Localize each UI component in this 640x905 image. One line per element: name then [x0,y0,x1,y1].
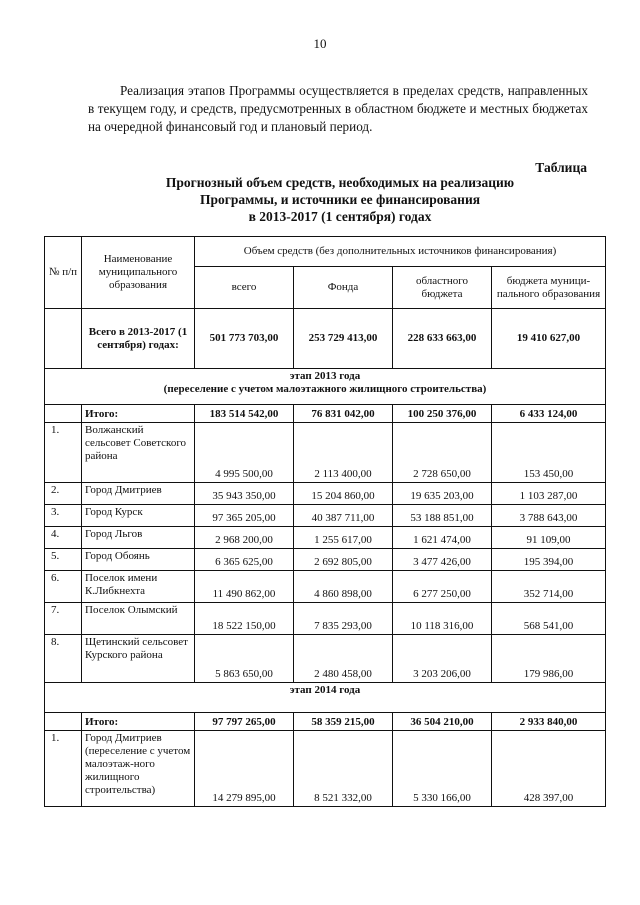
stage-total-label: Итого: [82,713,195,731]
row-number: 7. [45,603,82,635]
row-number: 8. [45,635,82,683]
intro-paragraph: Реализация этапов Программы осуществляется в пределах средств, направленных в текущем году, и средств, предусмотренных в областном бюджете и местных бюджетах на очередной финансовый год и плановый период. [88,83,588,134]
stage-total-all: 97 797 265,00 [195,713,294,731]
row-number: 1. [45,731,82,807]
stage-total-row [45,713,606,731]
grand-total-row [45,309,606,369]
stage-total-row [45,405,606,423]
stage-total-fund: 76 831 042,00 [294,405,393,423]
header-total: всего [195,267,294,309]
table-row [45,505,606,527]
row-munic: 3 788 643,00 [492,505,606,527]
row-total: 14 279 895,00 [195,731,294,807]
row-munic: 352 714,00 [492,571,606,603]
stage-header-row [45,683,606,713]
stage-total-munic: 2 933 840,00 [492,713,606,731]
row-fund: 2 480 458,00 [294,635,393,683]
row-name: Город Дмитриев [82,483,195,505]
grand-total-all: 501 773 703,00 [195,309,294,369]
page-number: 10 [313,36,327,51]
row-name: Город Курск [82,505,195,527]
title-line-2: Программы, и источники ее финансирования [199,192,481,207]
title-line-3: в 2013-2017 (1 сентября) годах [248,209,432,224]
funding-table [44,236,606,807]
row-number: 6. [45,571,82,603]
row-fund: 8 521 332,00 [294,731,393,807]
row-munic: 1 103 287,00 [492,483,606,505]
header-num: № п/п [45,237,82,309]
row-total: 5 863 650,00 [195,635,294,683]
stage-subtitle: (переселение с учетом малоэтажного жилищного строительства) [163,383,487,395]
row-region: 3 477 426,00 [393,549,492,571]
row-name: Волжанский сельсовет Советского района [82,423,195,483]
row-number: 3. [45,505,82,527]
stage-title-text: этап 2013 года [289,370,361,382]
row-fund: 7 835 293,00 [294,603,393,635]
grand-total-munic: 19 410 627,00 [492,309,606,369]
row-fund: 2 113 400,00 [294,423,393,483]
row-munic: 91 109,00 [492,527,606,549]
row-fund: 15 204 860,00 [294,483,393,505]
row-fund: 4 860 898,00 [294,571,393,603]
header-name: Наименование муниципального образования [82,237,195,309]
stage-total-all: 183 514 542,00 [195,405,294,423]
table-row [45,635,606,683]
row-munic: 568 541,00 [492,603,606,635]
row-munic: 153 450,00 [492,423,606,483]
stage-title [45,369,606,405]
row-fund: 40 387 711,00 [294,505,393,527]
header-munic: бюджета муници-пального образования [492,267,606,309]
row-name: Город Обоянь [82,549,195,571]
stage-total-label: Итого: [82,405,195,423]
header-fund: Фонда [294,267,393,309]
row-name: Город Дмитриев (переселение с учетом малоэтаж-ного жилищного строительства) [82,731,195,807]
row-region: 19 635 203,00 [393,483,492,505]
stage-title-text: этап 2014 года [289,684,361,696]
row-region: 10 118 316,00 [393,603,492,635]
row-number: 1. [45,423,82,483]
row-name: Поселок имени К.Либкнехта [82,571,195,603]
table-row [45,731,606,807]
table-title [100,174,580,225]
stage-total-fund: 58 359 215,00 [294,713,393,731]
row-total: 6 365 625,00 [195,549,294,571]
stage-header-row [45,369,606,405]
grand-total-region: 228 633 663,00 [393,309,492,369]
table-label: Таблица [535,160,587,175]
row-region: 3 203 206,00 [393,635,492,683]
row-number: 4. [45,527,82,549]
header-region: областного бюджета [393,267,492,309]
row-fund: 1 255 617,00 [294,527,393,549]
table-row [45,423,606,483]
header-group: Объем средств (без дополнительных источников финансирования) [195,237,606,267]
title-line-1: Прогнозный объем средств, необходимых на реализацию [165,175,515,190]
stage-title [45,683,606,713]
row-name: Поселок Олымский [82,603,195,635]
row-name: Щетинский сельсовет Курского района [82,635,195,683]
row-total: 18 522 150,00 [195,603,294,635]
row-fund: 2 692 805,00 [294,549,393,571]
row-total: 97 365 205,00 [195,505,294,527]
row-name: Город Льгов [82,527,195,549]
grand-total-label: Всего в 2013-2017 (1 сентября) годах: [82,309,195,369]
row-region: 2 728 650,00 [393,423,492,483]
row-munic: 428 397,00 [492,731,606,807]
stage-total-region: 36 504 210,00 [393,713,492,731]
row-total: 35 943 350,00 [195,483,294,505]
row-number: 5. [45,549,82,571]
row-total: 4 995 500,00 [195,423,294,483]
row-region: 1 621 474,00 [393,527,492,549]
stage-total-region: 100 250 376,00 [393,405,492,423]
row-total: 11 490 862,00 [195,571,294,603]
table-row [45,483,606,505]
row-total: 2 968 200,00 [195,527,294,549]
table-row [45,603,606,635]
row-number: 2. [45,483,82,505]
table-row [45,527,606,549]
row-region: 6 277 250,00 [393,571,492,603]
table-row [45,571,606,603]
table-row [45,549,606,571]
row-region: 5 330 166,00 [393,731,492,807]
row-munic: 195 394,00 [492,549,606,571]
row-munic: 179 986,00 [492,635,606,683]
row-region: 53 188 851,00 [393,505,492,527]
stages-body [45,369,606,807]
grand-total-fund: 253 729 413,00 [294,309,393,369]
stage-total-munic: 6 433 124,00 [492,405,606,423]
